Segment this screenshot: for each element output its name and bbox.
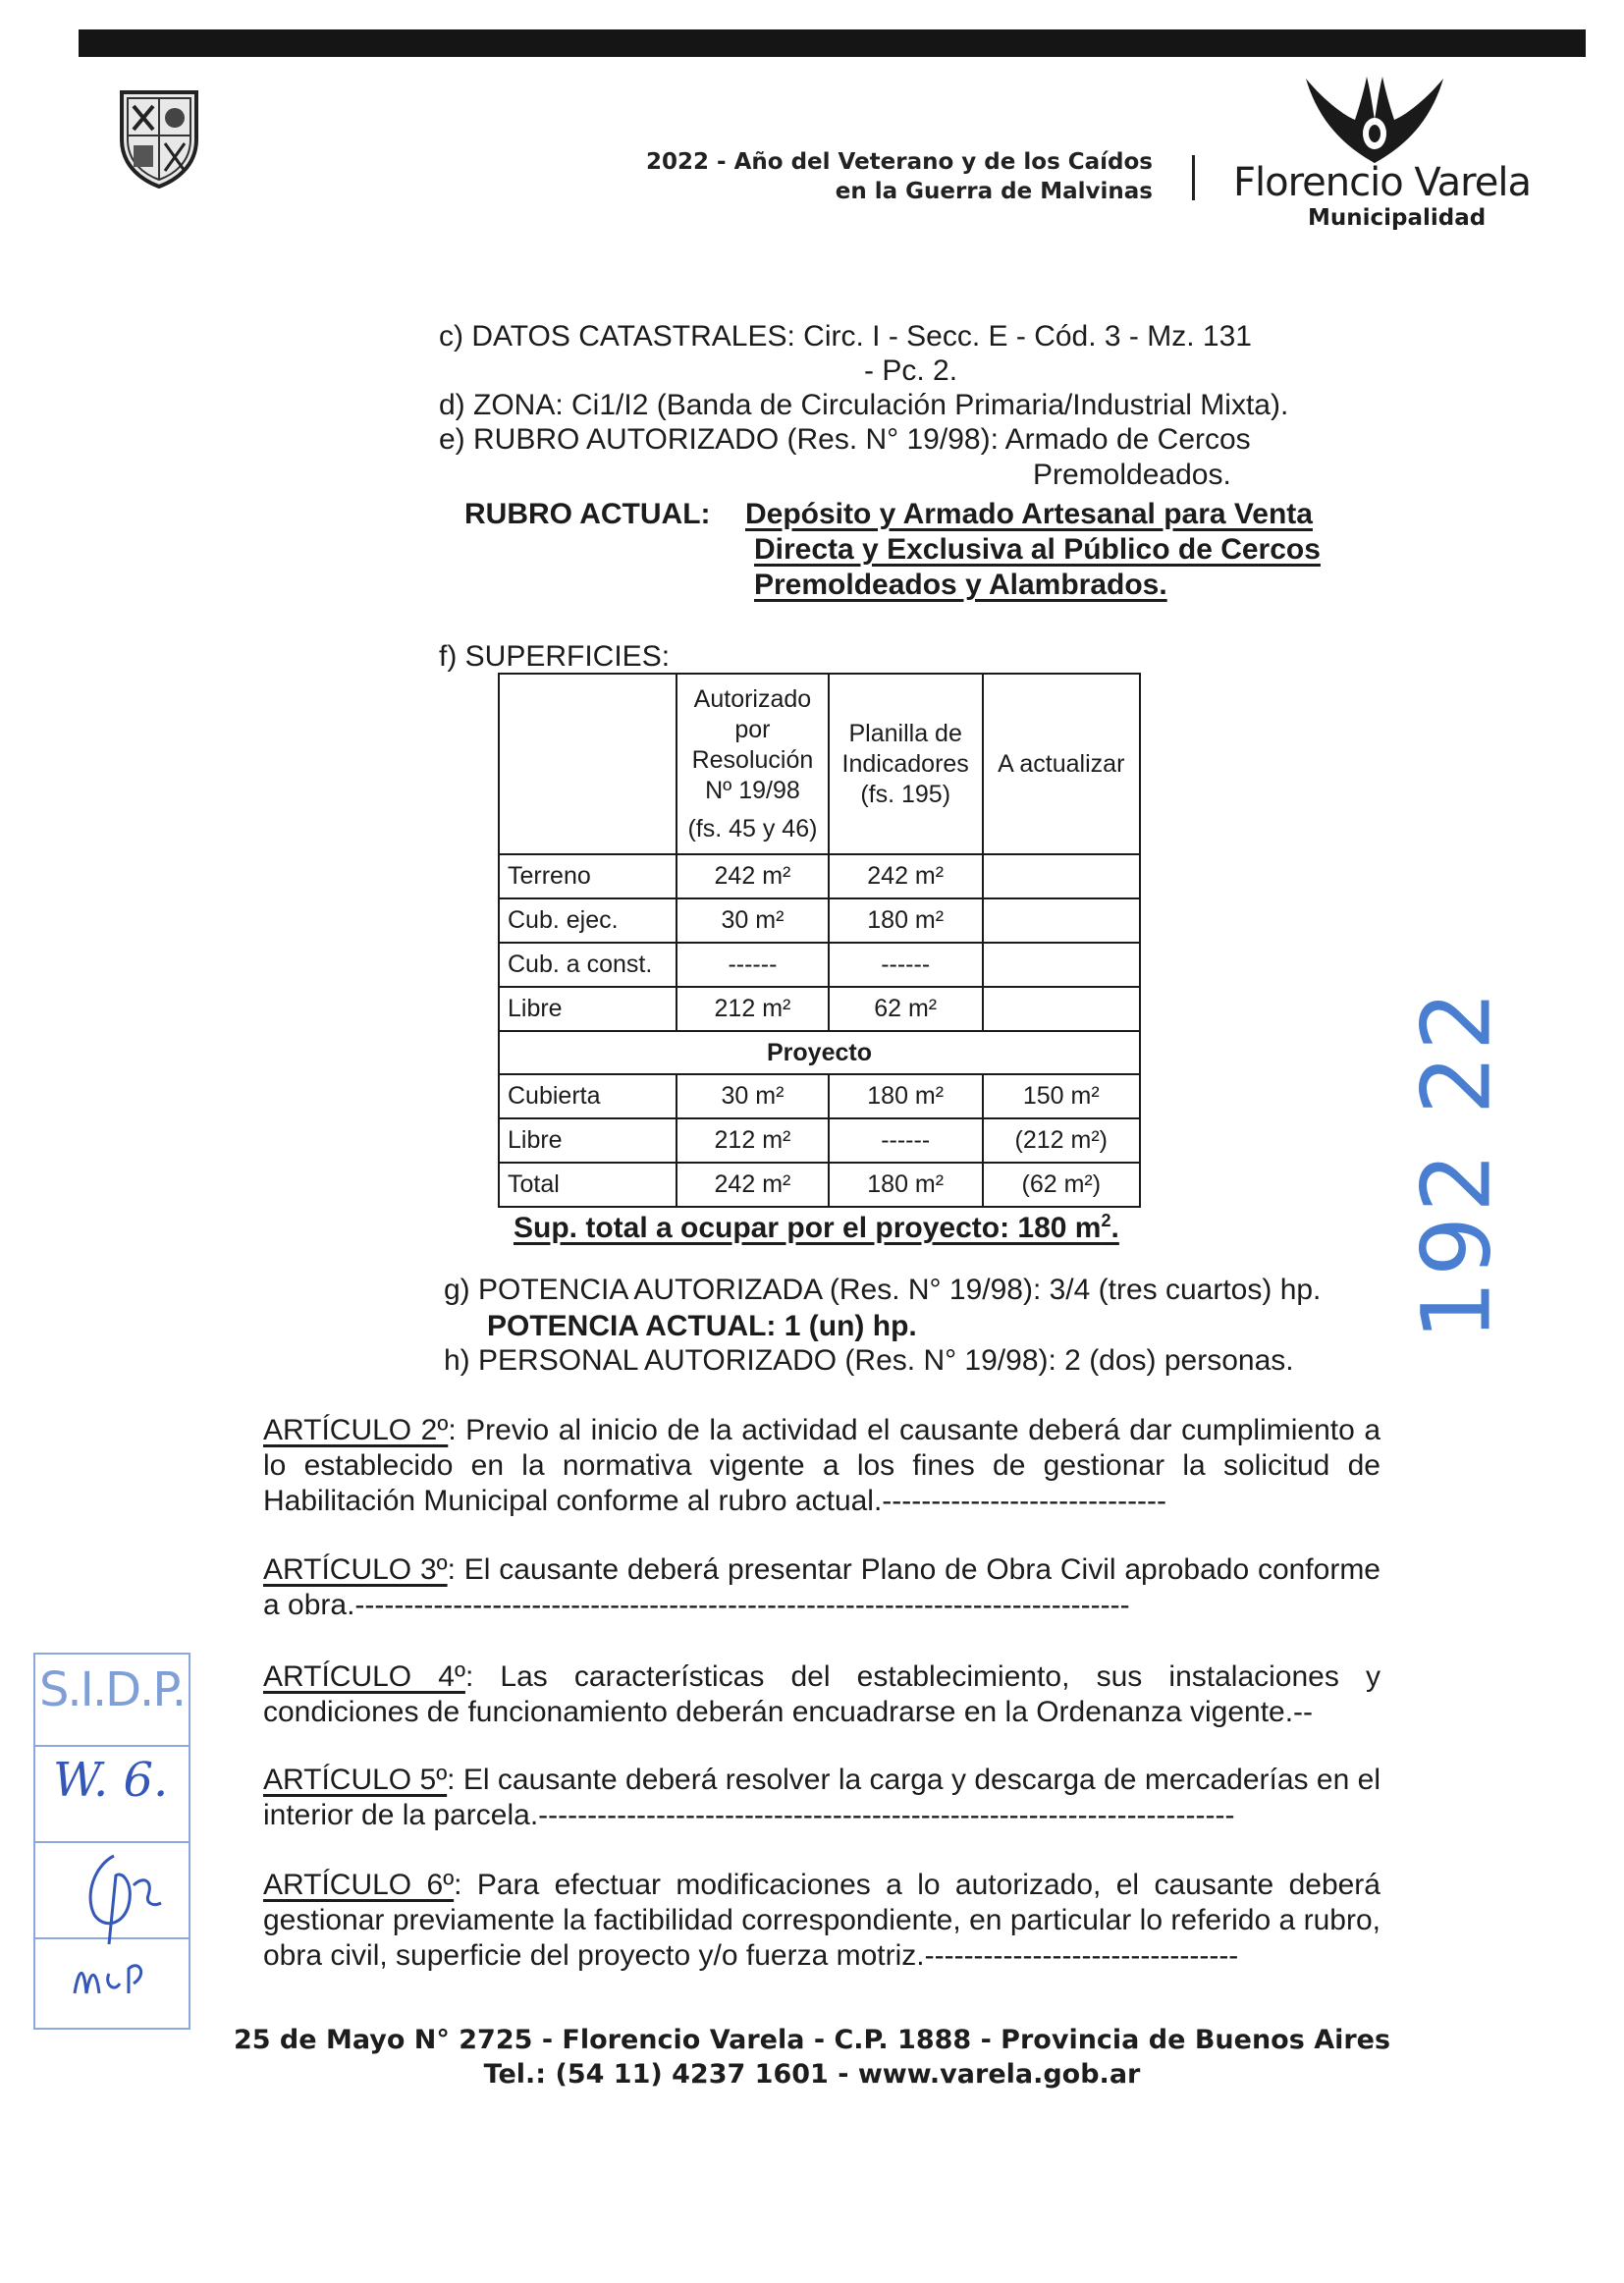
rubro-actual-line2: Directa y Exclusiva al Público de Cercos bbox=[754, 533, 1321, 566]
article-6: ARTÍCULO 6º: Para efectuar modificaciones a lo autorizado, el causante deberá gestionar previamente la factibilidad correspondiente, en particular lo referido a rubro, obra civil, superficie del proyecto y/o fuerza motriz.-------------------------------- bbox=[263, 1869, 1380, 1972]
table-header-row bbox=[499, 674, 1140, 854]
table-row: Libre 212 m² 62 m² bbox=[499, 987, 1140, 1031]
footer-contact: Tel.: (54 11) 4237 1601 - www.varela.gob.ar bbox=[483, 2059, 1141, 2090]
item-g-line1: g) POTENCIA AUTORIZADA (Res. N° 19/98): 3/4 (tres cuartos) hp. bbox=[444, 1274, 1322, 1306]
table-row: Cub. a const. ------ ------ bbox=[499, 943, 1140, 987]
stamp-title: S.I.D.P. bbox=[38, 1662, 186, 1717]
table-header-autorizado: Autorizado por Resolución Nº 19/98 (fs. 45 y 46) bbox=[677, 674, 829, 854]
brand-name: Florencio Varela bbox=[1233, 160, 1531, 205]
page-number: 192 22 bbox=[1401, 987, 1512, 1340]
page-number-stamp bbox=[1399, 948, 1527, 1380]
superficies-table bbox=[498, 673, 1141, 1208]
top-scan-bar bbox=[79, 29, 1586, 57]
year-motto-line1: 2022 - Año del Veterano y de los Caídos bbox=[646, 149, 1153, 175]
year-motto-line2: en la Guerra de Malvinas bbox=[835, 179, 1153, 204]
table-section-row bbox=[499, 1031, 1140, 1074]
item-e-line1: e) RUBRO AUTORIZADO (Res. N° 19/98): Armado de Cercos bbox=[439, 423, 1251, 456]
footer-address: 25 de Mayo N° 2725 - Florencio Varela - C.P. 1888 - Provincia de Buenos Aires bbox=[233, 2025, 1391, 2055]
municipal-crest-icon bbox=[116, 86, 202, 189]
stamp-initials: W. 6. bbox=[53, 1753, 169, 1808]
item-e-line2: Premoldeados. bbox=[1033, 459, 1231, 491]
article-5: ARTÍCULO 5º: El causante deberá resolver la carga y descarga de mercaderías en el interior de la parcela.----------------------------------------------------------------------- bbox=[263, 1764, 1380, 1831]
rubro-actual-line1: Depósito y Armado Artesanal para Venta bbox=[745, 498, 1313, 530]
rubro-actual-line3: Premoldeados y Alambrados. bbox=[754, 569, 1167, 601]
item-f: f) SUPERFICIES: bbox=[439, 640, 671, 673]
item-h: h) PERSONAL AUTORIZADO (Res. N° 19/98): 2 (dos) personas. bbox=[444, 1344, 1294, 1377]
table-section-proyecto: Proyecto bbox=[499, 1031, 1140, 1074]
year-motto bbox=[646, 147, 1153, 206]
table-header-planilla: Planilla de Indicadores (fs. 195) bbox=[829, 674, 983, 854]
table-row: Terreno 242 m² 242 m² bbox=[499, 854, 1140, 898]
total-surface-note: Sup. total a ocupar por el proyecto: 180 $m^2$. bbox=[514, 1211, 1119, 1244]
florencio-varela-logo-icon bbox=[1306, 73, 1443, 167]
item-d: d) ZONA: Ci1/I2 (Banda de Circulación Primaria/Industrial Mixta). bbox=[439, 389, 1289, 421]
table-header-actualizar: A actualizar bbox=[983, 674, 1140, 854]
header-divider bbox=[1192, 155, 1195, 200]
article-4: ARTÍCULO 4º: Las características del establecimiento, sus instalaciones y condiciones de funcionamiento deberán encuadrarse en la Ordenanza vigente.-- bbox=[263, 1660, 1380, 1728]
rubro-actual-label: RUBRO ACTUAL: bbox=[464, 498, 711, 530]
brand-subtitle: Municipalidad bbox=[1308, 205, 1487, 231]
item-c-line1: c) DATOS CATASTRALES: Circ. I - Secc. E - Cód. 3 - Mz. 131 bbox=[439, 320, 1252, 353]
table-row: Total 242 m² 180 m² (62 m²) bbox=[499, 1163, 1140, 1207]
table-row: Libre 212 m² ------ (212 m²) bbox=[499, 1118, 1140, 1163]
table-row: Cub. ejec. 30 m² 180 m² bbox=[499, 898, 1140, 943]
sidp-stamp bbox=[33, 1653, 190, 2030]
table-header-empty bbox=[499, 674, 677, 854]
table-row: Cubierta 30 m² 180 m² 150 m² bbox=[499, 1074, 1140, 1118]
article-3: ARTÍCULO 3º: El causante deberá presentar Plano de Obra Civil aprobado conforme a obra.------------------------------------------------------------------------------- bbox=[263, 1553, 1380, 1621]
signature-icon bbox=[55, 1846, 173, 2023]
item-c-line2: - Pc. 2. bbox=[864, 354, 958, 387]
item-g-line2: POTENCIA ACTUAL: 1 (un) hp. bbox=[487, 1310, 917, 1342]
article-2: ARTÍCULO 2º: Previo al inicio de la actividad el causante deberá dar cumplimiento a lo establecido en la normativa vigente a los fines de gestionar la solicitud de Habilitación Municipal conforme al rubro actual.----------------------------- bbox=[263, 1414, 1380, 1517]
